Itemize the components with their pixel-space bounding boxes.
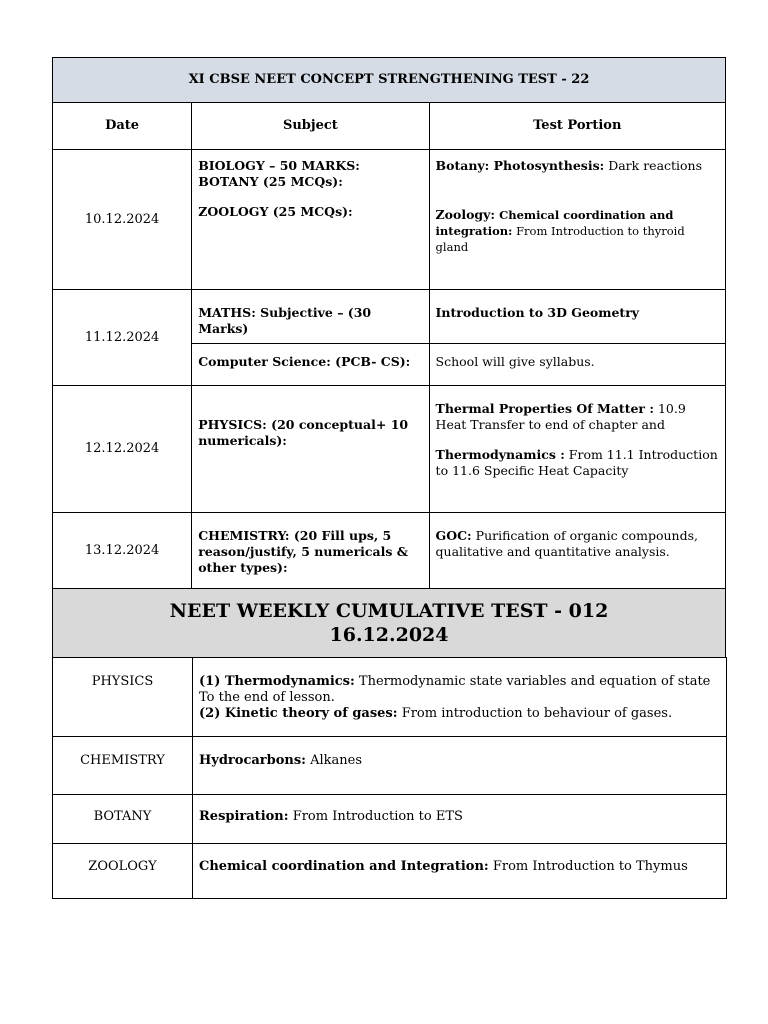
date-cell: 10.12.2024 xyxy=(53,150,192,290)
portion-label: Thermodynamics : xyxy=(435,447,565,462)
test2-title-line: NEET WEEKLY CUMULATIVE TEST - 012 xyxy=(169,600,609,622)
subject-cell: PHYSICS: (20 conceptual+ 10 numericals): xyxy=(192,386,429,513)
subject-line: BIOLOGY – 50 MARKS: xyxy=(198,158,360,173)
portion-text: Thermodynamic state variables and equation of state To the end of lesson. xyxy=(199,674,711,705)
table-row xyxy=(53,737,727,795)
portion-text: From introduction to behaviour of gases. xyxy=(397,706,673,721)
portion-text: From 11.1 Introduction to 11.6 Specific Heat Capacity xyxy=(435,447,718,478)
portion-cell xyxy=(193,795,727,844)
portion-thermal xyxy=(436,401,719,433)
table-row xyxy=(53,844,727,899)
subject-cell: Computer Science: (PCB- CS): xyxy=(192,344,429,386)
subject-cell: CHEMISTRY: (20 Fill ups, 5 reason/justify, 5 numericals & other types): xyxy=(192,513,429,589)
table-row xyxy=(53,290,726,344)
schedule-document xyxy=(52,57,726,899)
subject-cell: PHYSICS xyxy=(53,658,193,737)
portion-label: GOC: xyxy=(435,528,472,543)
subject-cell: ZOOLOGY xyxy=(53,844,193,899)
portion-label: Respiration: xyxy=(199,809,289,824)
header-portion: Test Portion xyxy=(429,103,725,150)
portion-text: From Introduction to thyroid gland xyxy=(435,224,685,254)
portion-text: Alkanes xyxy=(305,753,363,768)
portion-label: Zoology: xyxy=(435,207,496,222)
portion-cell xyxy=(429,386,725,513)
portion-label: Thermal Properties Of Matter : xyxy=(435,401,654,416)
concept-test-table xyxy=(52,57,726,658)
portion-cell xyxy=(429,513,725,589)
portion-botany xyxy=(436,158,719,174)
portion-cell: School will give syllabus. xyxy=(429,344,725,386)
portion-cell xyxy=(193,658,727,737)
subject-cell xyxy=(192,150,429,290)
subject-line: BOTANY (25 MCQs): xyxy=(198,174,343,189)
header-subject: Subject xyxy=(192,103,429,150)
portion-cell xyxy=(429,150,725,290)
portion-thermodynamics xyxy=(436,447,719,479)
portion-cell xyxy=(193,737,727,795)
table-row xyxy=(53,513,726,589)
portion-label: Chemical coordination and Integration: xyxy=(199,859,489,874)
portion-line xyxy=(199,706,720,722)
portion-label: Botany: Photosynthesis: xyxy=(435,158,605,173)
test2-title-row xyxy=(53,589,726,658)
table-row xyxy=(53,386,726,513)
table-row xyxy=(53,658,727,737)
date-cell: 12.12.2024 xyxy=(53,386,192,513)
portion-cell: Introduction to 3D Geometry xyxy=(429,290,725,344)
portion-text: From Introduction to ETS xyxy=(288,809,463,824)
subject-cell: MATHS: Subjective – (30 Marks) xyxy=(192,290,429,344)
cumulative-test-table xyxy=(52,657,727,899)
portion-label: Hydrocarbons: xyxy=(199,753,306,768)
header-date: Date xyxy=(53,103,192,150)
portion-text: 10.9 Heat Transfer to end of chapter and xyxy=(435,401,686,432)
date-cell: 11.12.2024 xyxy=(53,290,192,386)
table-row xyxy=(53,795,727,844)
subject-cell: CHEMISTRY xyxy=(53,737,193,795)
test1-title-row xyxy=(53,58,726,103)
table-row xyxy=(53,150,726,290)
portion-label: (1) Thermodynamics: xyxy=(199,674,355,689)
portion-label: (2) Kinetic theory of gases: xyxy=(199,706,398,721)
portion-bold-text: Chemical coordination and integration: xyxy=(435,208,674,238)
test2-date: 16.12.2024 xyxy=(329,624,449,646)
test1-title: XI CBSE NEET CONCEPT STRENGTHENING TEST - 22 xyxy=(53,58,726,103)
subject-line: ZOOLOGY (25 MCQs): xyxy=(198,204,353,219)
portion-zoology xyxy=(436,207,719,255)
portion-line xyxy=(199,674,720,706)
subject-cell: BOTANY xyxy=(53,795,193,844)
portion-cell xyxy=(193,844,727,899)
date-cell: 13.12.2024 xyxy=(53,513,192,589)
test2-title xyxy=(53,589,726,658)
header-row xyxy=(53,103,726,150)
portion-text: Purification of organic compounds, qualitative and quantitative analysis. xyxy=(435,528,698,559)
portion-text: Dark reactions xyxy=(604,158,703,173)
portion-text: From Introduction to Thymus xyxy=(488,859,688,874)
